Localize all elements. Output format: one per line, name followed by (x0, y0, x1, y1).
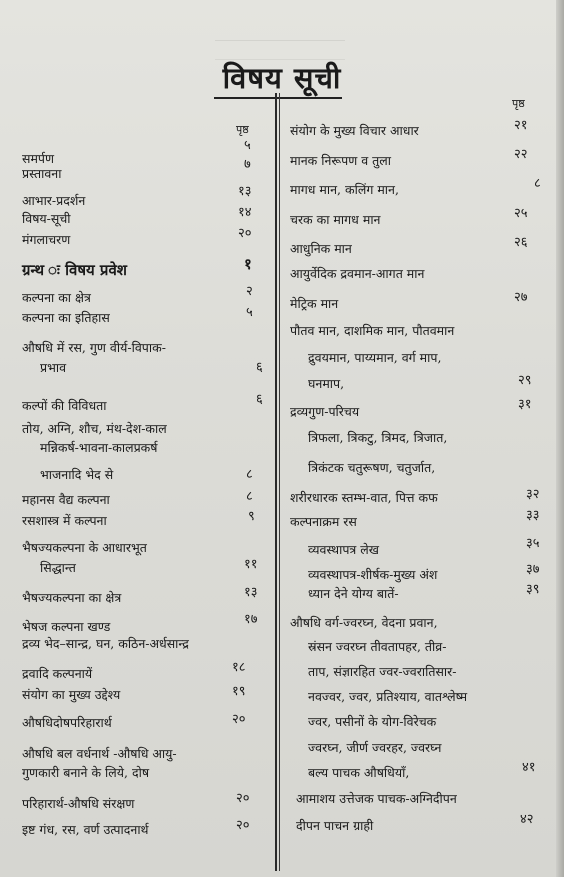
toc-entry: शरीरधारक स्तम्भ-वात, पित्त कफ (290, 490, 438, 505)
toc-page-number: ४१ (522, 760, 536, 775)
toc-page-number: ३१ (518, 397, 532, 412)
toc-entry: आमाशय उत्तेजक पाचक-अग्निदीपन (296, 791, 457, 806)
toc-page-number: ६ (256, 392, 263, 407)
toc-entry: व्यवस्थापत्र लेख (308, 542, 379, 557)
toc-page-number: १८ (232, 660, 246, 675)
toc-page-number: २१ (514, 118, 528, 133)
toc-page-number: २२ (514, 147, 528, 162)
toc-page-number: २९ (518, 373, 532, 388)
toc-entry: कल्पों की विविधता (22, 398, 107, 413)
toc-entry-continuation: नवज्वर, ज्वर, प्रतिश्याय, वातश्लेष्म (308, 689, 468, 704)
toc-page-number: २ (246, 284, 253, 299)
toc-entry: कल्पनाक्रम रस (290, 514, 357, 529)
column-divider (275, 93, 277, 871)
toc-entry: रसशास्त्र में कल्पना (22, 513, 107, 528)
toc-page-number: ३३ (526, 508, 540, 523)
toc-entry: आयुर्वेदिक द्रवमान-आगत मान (290, 266, 425, 281)
toc-section-heading: ग्रन्थ ः विषय प्रवेश (22, 261, 128, 279)
toc-entry: कल्पना का इतिहास (22, 310, 110, 325)
title-underline (214, 97, 342, 99)
toc-entry: औषधि बल वर्धनार्थ -औषधि आयु- (22, 746, 177, 761)
toc-entry-continuation: घनमाप, (308, 376, 345, 391)
toc-page-number: ५ (246, 305, 253, 320)
toc-page-number: १४ (238, 205, 252, 220)
toc-page-number: ११ (244, 557, 258, 572)
toc-entry: व्यवस्थापत्र-शीर्षक-मुख्य अंश (308, 567, 438, 582)
toc-entry: चरक का मागध मान (290, 212, 381, 227)
page-column-header: पृष्ठ (236, 123, 249, 136)
toc-entry-continuation: मन्निकर्ष-भावना-कालप्रकर्ष (40, 440, 158, 455)
toc-entry: औषधि वर्ग-ज्वरघ्न, वेदना प्रवान, (290, 615, 438, 630)
toc-entry: संयोग के मुख्य विचार आधार (290, 123, 419, 138)
toc-entry-continuation: त्रिकंटक चतुरूषण, चतुर्जात, (308, 460, 436, 475)
toc-entry: भेषज कल्पना खण्ड (22, 619, 111, 634)
toc-page-number: ४२ (520, 812, 534, 827)
toc-entry: विषय-सूची (22, 211, 71, 226)
toc-entry: पौतव मान, दाशमिक मान, पौतवमान (290, 323, 455, 338)
toc-entry: कल्पना का क्षेत्र (22, 290, 91, 305)
toc-page-number: १ (244, 255, 252, 273)
toc-page-number: ३२ (526, 487, 540, 502)
toc-page-number: २० (232, 712, 246, 727)
toc-entry-continuation: प्रभाव (40, 360, 67, 375)
toc-entry: द्रव्यगुण-परिचय (290, 404, 360, 419)
toc-entry: मागध मान, कलिंग मान, (290, 182, 399, 197)
toc-page-number: २७ (514, 290, 528, 305)
toc-entry: मेट्रिक मान (290, 296, 339, 311)
toc-entry: औषधि में रस, गुण वीर्य-विपाक- (22, 340, 166, 355)
toc-page-number: ३९ (526, 582, 540, 597)
toc-page-number: २० (236, 791, 250, 806)
toc-entry: औषधिदोषपरिहारार्थ (22, 715, 112, 730)
toc-entry: दीपन पाचन ग्राही (296, 818, 374, 833)
toc-entry-continuation: ज्वरघ्न, जीर्ण ज्वरहर, ज्वरघ्न (308, 740, 442, 755)
toc-entry: भैषज्यकल्पना का क्षेत्र (22, 590, 122, 605)
page-edge-shadow (556, 0, 564, 877)
toc-page-number: ३७ (526, 562, 540, 577)
toc-entry-continuation: सिद्धान्त (40, 560, 76, 575)
toc-entry: परिहारार्थ-औषधि संरक्षण (22, 796, 135, 811)
column-divider-inner (279, 93, 280, 871)
toc-entry: इष्ट गंध, रस, वर्ण उत्पादनार्थ (22, 822, 149, 837)
toc-page-number: ९ (248, 509, 255, 524)
toc-entry: द्रव्य भेद–सान्द्र, घन, कठिन-अर्धसान्द्र (22, 636, 189, 651)
toc-entry: तोय, अग्नि, शौच, मंथ-देश-काल (22, 421, 167, 436)
toc-page-number: २६ (514, 235, 528, 250)
page-column-header: पृष्ठ (512, 97, 525, 110)
toc-entry: समर्पण (22, 151, 55, 166)
toc-page-number: २५ (514, 206, 528, 221)
toc-entry-continuation: भाजनादि भेद से (40, 467, 114, 482)
toc-entry-continuation: स्रंसन ज्वरघ्न तीवतापहर, तीव्र- (308, 639, 447, 654)
toc-page-number: ६ (256, 360, 263, 375)
page-title: विषय सूची (222, 61, 342, 95)
toc-page-number: ८ (246, 467, 253, 482)
toc-page-number: ३५ (526, 536, 540, 551)
toc-entry: महानस वैद्य कल्पना (22, 492, 110, 507)
toc-entry: भैषज्यकल्पना के आधारभूत (22, 540, 147, 555)
toc-page-number: १७ (244, 612, 258, 627)
toc-entry: मानक निरूपण व तुला (290, 153, 391, 168)
toc-page-number: ५ (244, 138, 251, 153)
toc-entry-continuation: बल्य पाचक औषधियाँ, (308, 765, 410, 780)
toc-page-number: ८ (534, 176, 541, 191)
toc-entry: द्रवादि कल्पनायें (22, 666, 93, 681)
toc-entry: मंगलाचरण (22, 232, 71, 247)
toc-entry: आधुनिक मान (290, 241, 352, 256)
toc-entry-continuation: त्रिफला, त्रिकटु, त्रिमद, त्रिजात, (308, 430, 448, 445)
toc-page-number: १३ (244, 585, 258, 600)
toc-entry: ध्यान देने योग्य बातें- (308, 586, 399, 601)
toc-entry-continuation: गुणकारी बनाने के लिये, दोष (22, 765, 150, 780)
toc-entry-continuation: ज्वर, पसीनों के योग-विरेचक (308, 714, 437, 729)
bleed-through-heading (215, 40, 345, 60)
toc-page-number: ८ (246, 489, 253, 504)
toc-entry: प्रस्तावना (22, 166, 62, 181)
toc-page-number: १३ (238, 184, 252, 199)
toc-page-number: १९ (232, 684, 246, 699)
toc-entry: आभार-प्रदर्शन (22, 193, 86, 208)
toc-page-number: ७ (244, 157, 251, 172)
toc-page-number: २० (236, 818, 250, 833)
toc-entry-continuation: द्रुवयमान, पाय्यमान, वर्ग माप, (308, 350, 442, 365)
toc-entry: संयोग का मुख्य उद्देश्य (22, 687, 121, 702)
toc-page-number: २० (238, 226, 252, 241)
toc-entry-continuation: ताप, संज्ञारहित ज्वर-ज्वरातिसार- (308, 664, 457, 679)
